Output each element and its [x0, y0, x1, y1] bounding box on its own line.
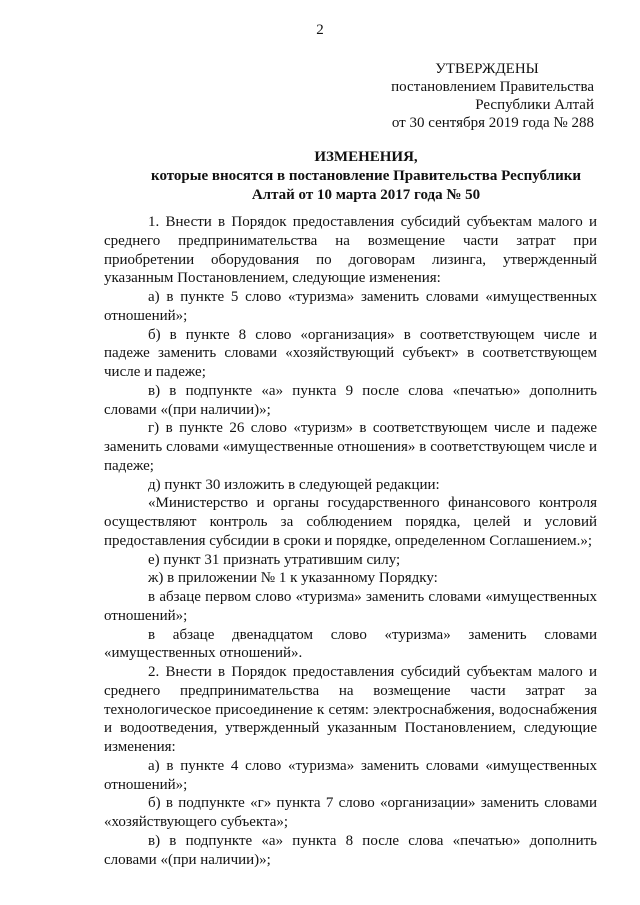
- paragraph: 2. Внести в Порядок предоставления субсидий субъектам малого и среднего предпринимательства на возмещение части затрат за технологическое присоединение к сетям: электроснабжения, водоснабжения и водоотведения, утвержденный указанным Постановлением, следующие изменения:: [104, 664, 597, 755]
- title-line: которые вносятся в постановление Правительства Республики: [151, 168, 581, 184]
- page-number: 2: [316, 22, 324, 38]
- title-line: Алтай от 10 марта 2017 года № 50: [251, 187, 481, 203]
- paragraph: в) в подпункте «а» пункта 8 после слова «печатью» дополнить словами «(при наличии)»;: [104, 832, 597, 868]
- paragraph: а) в пункте 5 слово «туризма» заменить словами «имущественных отношений»;: [104, 289, 597, 324]
- title-line: ИЗМЕНЕНИЯ,: [314, 149, 418, 165]
- paragraph: д) пункт 30 изложить в следующей редакции:: [148, 476, 440, 493]
- document-body: [104, 213, 597, 869]
- approval-line: постановлением Правительства: [391, 79, 594, 95]
- approval-stamp: [344, 60, 594, 132]
- paragraph: в абзаце двенадцатом слово «туризма» заменить словами «имущественных отношений».: [104, 626, 597, 662]
- paragraph: 1. Внести в Порядок предоставления субсидий субъектам малого и среднего предпринимательства на возмещение части затрат при приобретении оборудования по договорам лизинга, утвержденный указанным Постановлением, следующие изменения:: [104, 214, 597, 287]
- paragraph: а) в пункте 4 слово «туризма» заменить словами «имущественных отношений»;: [104, 757, 597, 793]
- paragraph: в) в подпункте «а» пункта 9 после слова «печатью» дополнить словами «(при наличии)»;: [104, 382, 597, 418]
- paragraph: ж) в приложении № 1 к указанному Порядку:: [148, 570, 438, 587]
- paragraph: б) в подпункте «г» пункта 7 слово «организации» заменить словами «хозяйствующего субъекта»;: [104, 795, 597, 830]
- paragraph: в абзаце первом слово «туризма» заменить словами «имущественных отношений»;: [104, 589, 597, 624]
- document-title: [120, 148, 612, 205]
- paragraph: б) в пункте 8 слово «организация» в соответствующем числе и падеже заменить словами «хозяйствующий субъект» в соответствующем числе и падеже;: [104, 326, 597, 380]
- paragraph: «Министерство и органы государственного финансового контроля осуществляют контроль за соблюдением порядка, целей и условий предоставления субсидии в сроки и порядке, определенном Соглашением.»;: [104, 495, 597, 549]
- paragraph: е) пункт 31 признать утратившим силу;: [148, 551, 401, 568]
- approval-line: от 30 сентября 2019 года № 288: [391, 115, 594, 131]
- paragraph: г) в пункте 26 слово «туризм» в соответствующем числе и падеже заменить словами «имущественные отношения» в соответствующем числе и падеже;: [104, 420, 597, 474]
- approval-heading: УТВЕРЖДЕНЫ: [435, 61, 539, 77]
- approval-line: Республики Алтай: [475, 97, 594, 113]
